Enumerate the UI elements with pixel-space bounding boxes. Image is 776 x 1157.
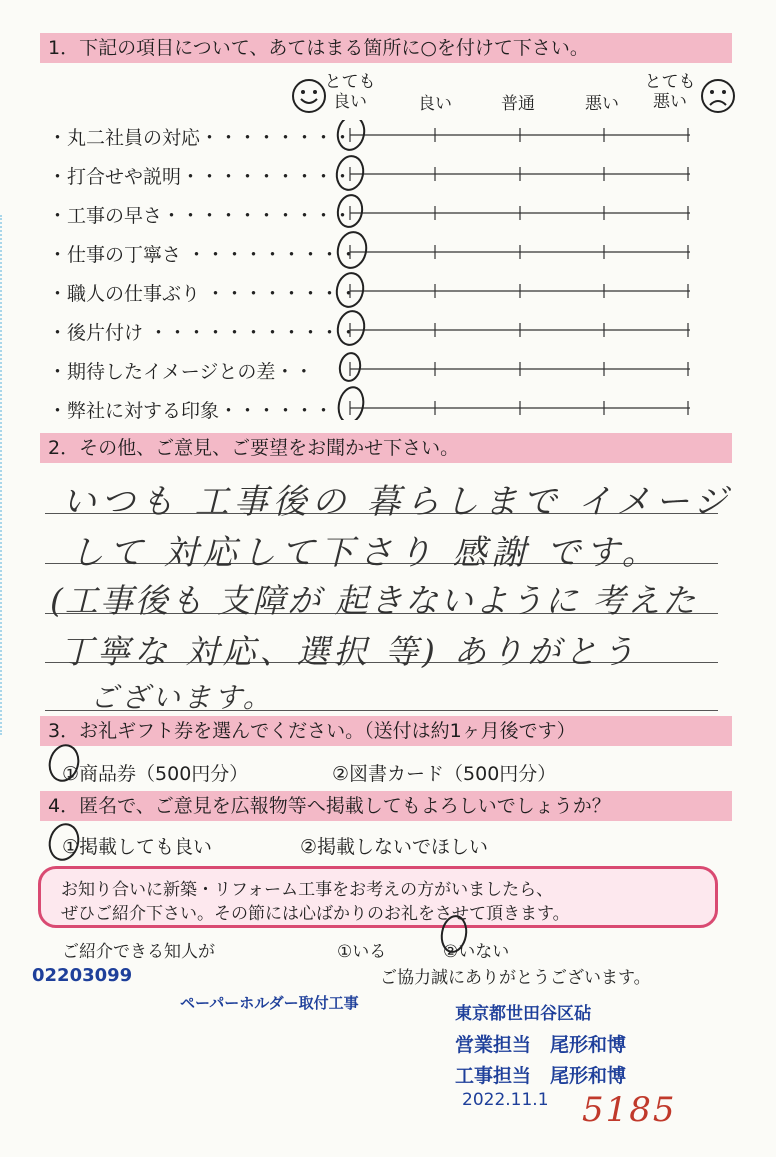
- scale-row: [350, 245, 690, 259]
- selection-circle: [42, 815, 82, 865]
- gift-option-shopping-voucher[interactable]: ①商品券（500円分）: [62, 763, 249, 785]
- scale-row: [350, 167, 690, 181]
- handwritten-comment-line: (工事後も 支障が 起きないように 考えた: [50, 581, 698, 620]
- handwritten-comment-line: いつも 工事後の 暮らしまで イメージ: [62, 482, 733, 522]
- sad-face-icon: [700, 78, 736, 114]
- handwritten-comment-line: して 対応して下さり 感謝 です。: [70, 533, 661, 573]
- selection-circle: [42, 735, 82, 785]
- referral-question: ご紹介できる知人が: [62, 942, 215, 962]
- customer-id-stamp: 02203099: [32, 965, 133, 986]
- scale-row: [350, 323, 690, 337]
- location-stamp: 東京都世田谷区砧: [455, 1004, 591, 1024]
- scale-label-good: 良い: [418, 94, 452, 114]
- scale-row: [350, 284, 690, 298]
- scale-label-very-bad: とても 悪い: [644, 72, 696, 112]
- referral-option-no[interactable]: ②いない: [443, 942, 510, 962]
- section4-header: 4．匿名で、ご意見を広報物等へ掲載してもよろしいでしょうか？: [40, 791, 732, 821]
- scale-row: [350, 401, 690, 415]
- gift-option-book-card[interactable]: ②図書カード（500円分）: [332, 763, 557, 785]
- referral-box: [38, 866, 718, 928]
- referral-box-line1: お知り合いに新築・リフォーム工事をお考えの方がいましたら、: [61, 880, 554, 900]
- referral-option-yes[interactable]: ①いる: [337, 942, 387, 962]
- section2-header: 2．その他、ご意見、ご要望をお聞かせ下さい。: [40, 433, 732, 463]
- scale-row: [350, 206, 690, 220]
- section1-header: 1．下記の項目について、あてはまる箇所に○を付けて下さい。: [40, 33, 732, 63]
- job-name-stamp: ペーパーホルダー取付工事: [180, 994, 359, 1012]
- scale-label-very-good: とても 良い: [324, 72, 376, 112]
- publish-option-no[interactable]: ②掲載しないでほしい: [300, 836, 489, 858]
- selection-circle: [436, 910, 472, 958]
- rating-item-impression: ・弊社に対する印象・・・・・・: [48, 400, 334, 422]
- thanks-message: ご協力誠にありがとうございます。: [380, 968, 651, 988]
- section3-header: 3．お礼ギフト券を選んでください。（送付は約1ヶ月後です）: [40, 716, 732, 746]
- rating-item-cleanup: ・後片付け ・・・・・・・・・・・: [48, 322, 359, 344]
- scale-row: [350, 362, 690, 376]
- publish-option-ok[interactable]: ①掲載しても良い: [62, 836, 213, 858]
- date-stamp: 2022.11.1: [462, 1090, 549, 1110]
- scale-label-bad: 悪い: [585, 94, 619, 114]
- handwritten-circles: [334, 120, 370, 420]
- rating-item-expectation: ・期待したイメージとの差・・: [48, 361, 314, 383]
- handwritten-comment-line: ございます。: [90, 681, 274, 714]
- rating-item-staff: ・丸二社員の対応・・・・・・・・: [48, 127, 353, 149]
- rating-item-care: ・仕事の丁寧さ ・・・・・・・・・: [48, 244, 359, 266]
- rating-item-speed: ・工事の早さ・・・・・・・・・・: [48, 205, 353, 227]
- scale-label-average: 普通: [501, 94, 535, 114]
- rating-item-explanation: ・打合せや説明・・・・・・・・・: [48, 166, 353, 188]
- rating-item-craftsmanship: ・職人の仕事ぶり ・・・・・・・・: [48, 283, 359, 305]
- sales-rep-stamp: 営業担当 尾形和博: [455, 1034, 627, 1056]
- side-bleed-text: [0, 215, 12, 735]
- construction-rep-stamp: 工事担当 尾形和博: [455, 1065, 627, 1087]
- rating-scales: [330, 120, 710, 420]
- scale-row: [350, 128, 690, 142]
- handwritten-comment-line: 丁寧な 対応、選択 等) ありがとう: [60, 632, 639, 671]
- handwritten-number: 5185: [582, 1090, 677, 1130]
- referral-box-line2: ぜひご紹介下さい。その節には心ばかりのお礼をさせて頂きます。: [61, 904, 570, 924]
